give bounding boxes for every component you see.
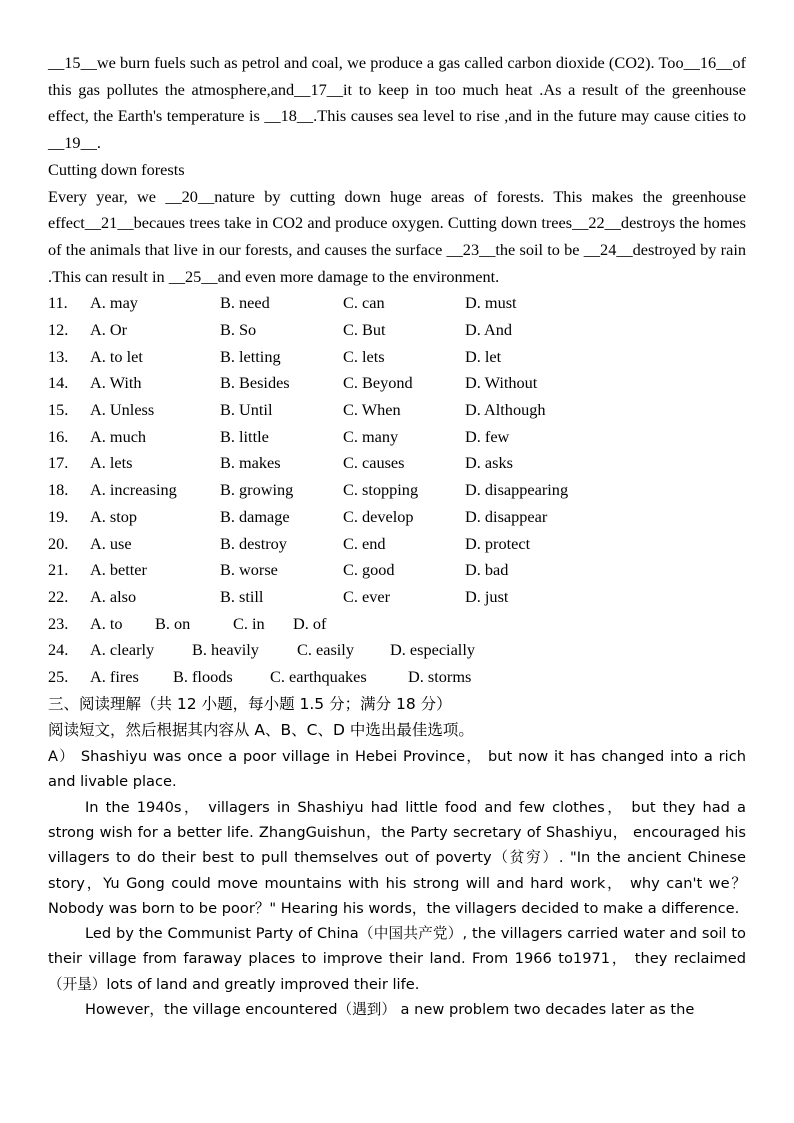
option-d: D. Without: [465, 373, 538, 393]
question-row: [48, 344, 746, 371]
question-row: [48, 664, 746, 691]
option-b: B. still: [220, 586, 264, 606]
option-b: B. on: [155, 613, 191, 633]
question-row: [48, 504, 746, 531]
question-row: [48, 397, 746, 424]
option-a: A. use: [90, 533, 132, 553]
option-c: C. good: [343, 560, 395, 580]
option-d: D. of: [293, 613, 327, 633]
cloze-paragraph-1: __15__we burn fuels such as petrol and coal, we produce a gas called carbon dioxide (CO2). Too__16__of this gas pollutes the atmosphere,and__17__it to keep in too much heat .As a result of the greenhouse effect, the Earth's temperature is __18__.This causes sea level to rise ,and in the future may cause cities to __19__.: [48, 53, 746, 153]
question-row: [48, 290, 746, 317]
section-title: 三、阅读理解（共 12 小题，每小题 1.5 分；满分 18 分）: [48, 694, 452, 713]
option-b: B. heavily: [192, 640, 259, 660]
question-number: 24.: [48, 640, 69, 660]
option-a: A. lets: [90, 453, 133, 473]
question-row: [48, 424, 746, 451]
question-number: 17.: [48, 453, 69, 473]
option-a: A. With: [90, 373, 142, 393]
option-c: C. develop: [343, 506, 414, 526]
reading-passage-a: [48, 744, 746, 1022]
option-c: C. ever: [343, 586, 391, 606]
question-number: 25.: [48, 666, 69, 686]
option-b: B. little: [220, 426, 269, 446]
option-c: C. lets: [343, 346, 385, 366]
option-a: A. Unless: [90, 400, 155, 420]
option-a: A. fires: [90, 666, 139, 686]
option-d: D. disappear: [465, 506, 548, 526]
option-b: B. letting: [220, 346, 281, 366]
option-d: D. few: [465, 426, 510, 446]
option-d: D. let: [465, 346, 502, 366]
reading-paragraph-3: Led by the Communist Party of China（中国共产党）, the villagers carried water and soil to their village from faraway places to improve their land. From 1966 to1971， they reclaimed（开垦）lots of land and greatly improved their life.: [48, 925, 746, 993]
option-a: A. also: [90, 586, 137, 606]
option-d: D. disappearing: [465, 480, 569, 500]
question-number: 20.: [48, 533, 69, 553]
question-row: [48, 317, 746, 344]
option-b: B. So: [220, 320, 257, 340]
question-number: 12.: [48, 320, 69, 340]
question-number: 13.: [48, 346, 69, 366]
option-d: D. bad: [465, 560, 509, 580]
cloze-paragraph-2: Every year, we __20__nature by cutting down huge areas of forests. This makes the greenhouse effect__21__becaues trees take in CO2 and produce oxygen. Cutting down trees__22__destroys the homes of the animals that live in our forests, and causes the surface __23__the soil to be __24__destroyed by rain .This can result in __25__and even more damage to the environment.: [48, 186, 746, 286]
option-d: D. especially: [390, 640, 475, 660]
reading-paragraph-4: However，the village encountered（遇到） a new problem two decades later as the: [85, 1001, 695, 1019]
option-c: C. causes: [343, 453, 405, 473]
cloze-passage: [48, 50, 746, 290]
option-c: C. many: [343, 426, 399, 446]
option-b: B. destroy: [220, 533, 287, 553]
option-d: D. just: [465, 586, 509, 606]
question-number: 23.: [48, 613, 69, 633]
option-d: D. And: [465, 320, 513, 340]
section-instruction: 阅读短文，然后根据其内容从 A、B、C、D 中选出最佳选项。: [48, 721, 474, 740]
option-a: A. Or: [90, 320, 128, 340]
option-c: C. can: [343, 293, 385, 313]
option-c: C. Beyond: [343, 373, 413, 393]
option-b: B. need: [220, 293, 270, 313]
question-row: [48, 557, 746, 584]
reading-paragraph-2: In the 1940s， villagers in Shashiyu had little food and few clothes， but they had a strong wish for a better life. ZhangGuishun，the Party secretary of Shashiyu， encouraged his villagers to do their best to pull themselves out of poverty（贫穷）. "In the ancient Chinese story，Yu Gong could move mountains with his strong will and hard work， why can't we？Nobody was born to be poor？" Hearing his words，the villagers decided to make a difference.: [48, 798, 747, 917]
question-number: 18.: [48, 480, 69, 500]
option-c: C. stopping: [343, 480, 419, 500]
question-number: 14.: [48, 373, 69, 393]
option-c: C. earthquakes: [270, 666, 367, 686]
option-a: A. stop: [90, 506, 138, 526]
option-b: B. floods: [173, 666, 233, 686]
question-number: 15.: [48, 400, 69, 420]
question-row: [48, 531, 746, 558]
cloze-heading: Cutting down forests: [48, 159, 185, 179]
option-c: C. But: [343, 320, 386, 340]
question-number: 21.: [48, 560, 69, 580]
option-a: A. clearly: [90, 640, 155, 660]
option-b: B. Besides: [220, 373, 290, 393]
option-c: C. in: [233, 613, 265, 633]
option-b: B. makes: [220, 453, 281, 473]
question-row: [48, 637, 746, 664]
question-row: [48, 370, 746, 397]
option-a: A. to let: [90, 346, 143, 366]
exam-page: [48, 50, 746, 1022]
question-row: [48, 611, 746, 638]
question-row: [48, 450, 746, 477]
section-3: [48, 691, 746, 744]
option-d: D. asks: [465, 453, 513, 473]
option-a: A. to: [90, 613, 123, 633]
reading-paragraph-1: A） Shashiyu was once a poor village in Hebei Province， but now it has changed into a rich and livable place.: [48, 748, 746, 791]
option-b: B. damage: [220, 506, 290, 526]
question-row: [48, 477, 746, 504]
question-row: [48, 584, 746, 611]
option-c: C. easily: [297, 640, 354, 660]
option-a: A. much: [90, 426, 147, 446]
option-c: C. When: [343, 400, 401, 420]
question-list: [48, 290, 746, 690]
option-b: B. Until: [220, 400, 273, 420]
question-number: 22.: [48, 586, 69, 606]
option-c: C. end: [343, 533, 386, 553]
option-a: A. increasing: [90, 480, 177, 500]
question-number: 19.: [48, 506, 69, 526]
option-d: D. Although: [465, 400, 546, 420]
option-d: D. protect: [465, 533, 531, 553]
option-a: A. better: [90, 560, 147, 580]
option-a: A. may: [90, 293, 138, 313]
option-d: D. must: [465, 293, 517, 313]
option-b: B. worse: [220, 560, 278, 580]
option-b: B. growing: [220, 480, 294, 500]
question-number: 16.: [48, 426, 69, 446]
question-number: 11.: [48, 293, 68, 313]
option-d: D. storms: [408, 666, 472, 686]
